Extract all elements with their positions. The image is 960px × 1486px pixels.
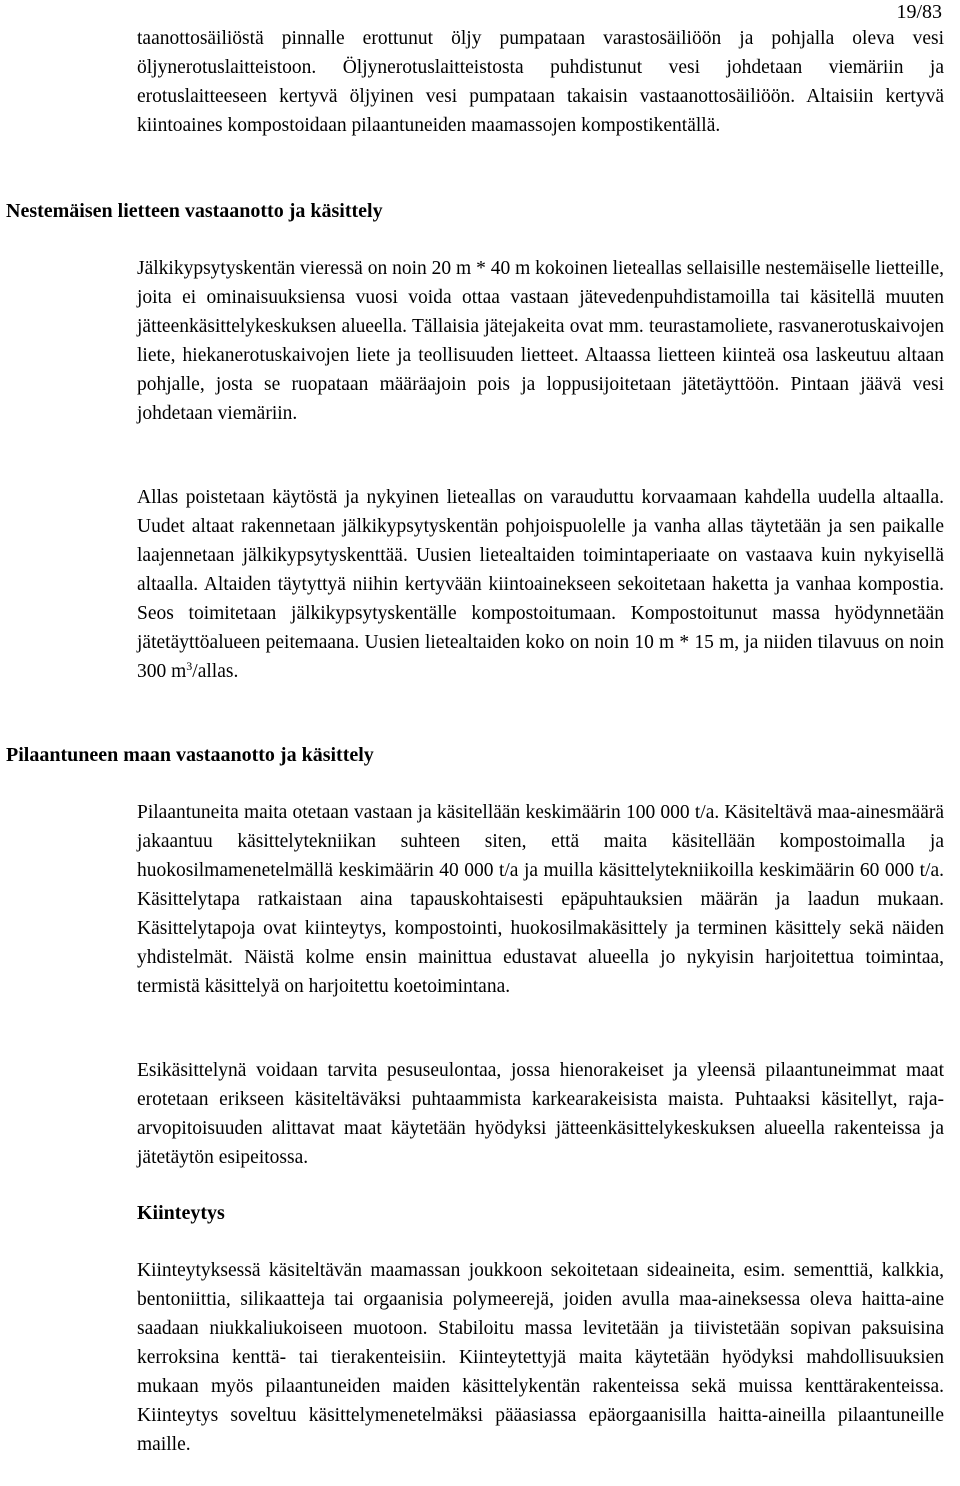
paragraph-new-basins-text: Allas poistetaan käytöstä ja nykyinen lieteallas on varauduttu korvaamaan kahdella uudella altaalla. Uudet altaat rakennetaan jälkikypsytyskentän pohjoispuolelle ja vanha allas täytetään ja sen paikalle laajennetaan jälkikypsytyskenttää. Uusien lietealtaiden toimintaperiaate on vastaava kuin nykyisellä altaalla. Altaiden täytyttyä niihin kertyvään kiintoainekseen sekoitetaan haketta ja vanhaa kompostia. Seos toimitetaan jälkikypsytyskentälle kompostoitumaan. Kompostoitunut massa hyödynnetään jätetäyttöalueen peitemaana. Uusien lietealtaiden koko on noin 10 m * 15 m, ja niiden tilavuus on noin 300 m (137, 487, 944, 682)
section-heading-contaminated-soil: Pilaantuneen maan vastaanotto ja käsittely (6, 744, 374, 766)
paragraph-sludge-basin: Jälkikypsytyskentän vieressä on noin 20 m * 40 m kokoinen lieteallas sellaisille nestemäiselle lietteille, joita ei ominaisuuksiensa vuosi voida ottaa vastaan jätevedenpuhdistamoilla tai käsitellä muuten jätteenkäsittelykeskuksen alueella. Tällaisia jätejakeita ovat mm. teurastamoliete, rasvanerotuskaivojen liete, hiekanerotuskaivojen liete ja teollisuuden lietteet. Altaassa lietteen kiinteä osa laskeutuu altaan pohjalle, josta se ruopataan määräajoin pois ja loppusijoitetaan jätetäyttöön. Pintaan jäävä vesi johdetaan viemäriin. (137, 258, 944, 424)
page-number: 19/83 (896, 1, 942, 23)
superscript-cubic: 3 (186, 659, 193, 673)
section-heading-liquid-sludge: Nestemäisen lietteen vastaanotto ja käsittely (6, 200, 383, 222)
paragraph-stabilization: Kiinteytyksessä käsiteltävän maamassan joukkoon sekoitetaan sideaineita, esim. sementtiä, kalkkia, bentoniittia, silikaatteja tai orgaanisia polymeerejä, joiden avulla maa-aineksessa oleva haitta-aine saadaan niukkaliukoiseen muotoon. Stabiloitu massa levitetään ja tiivistetään sopivan paksuisina kerroksina kenttä- tai tierakenteisiin. Kiinteytettyjä maita käytetään hyödyksi mahdollisuuksien mukaan myös pilaantuneiden maiden käsittelykentän rakenteissa sekä muissa kenttärakenteissa. Kiinteytys soveltuu käsittelymenetelmäksi pääasiassa epäorgaanisilla haitta-aineilla pilaantuneille maille. (137, 1260, 944, 1455)
paragraph-soil-treatment: Pilaantuneita maita otetaan vastaan ja käsitellään keskimäärin 100 000 t/a. Käsiteltävä maa-ainesmäärä jakaantuu käsittelytekniikan suhteen siten, että maita käsitellään kompostoimalla ja huokosilmamenetelmällä keskimäärin 40 000 t/a ja muilla käsittelytekniikoilla keskimäärin 60 000 t/a. Käsittelytapa ratkaistaan aina tapauskohtaisesti epäpuhtauksien määrän ja laadun mukaan. Käsittelytapoja ovat kiinteytys, kompostointi, huokosilmakäsittely ja terminen käsittely sekä näiden yhdistelmät. Näistä kolme ensin mainittua edustavat alueella jo nykyisin harjoitettua toimintaa, termistä käsittelyä on harjoitettu koetoimintana. (137, 802, 944, 997)
paragraph-pretreatment: Esikäsittelynä voidaan tarvita pesuseulontaa, jossa hienorakeiset ja yleensä pilaantuneimmat maat erotetaan erikseen käsiteltäväksi puhtaammista karkearakeisista maista. Puhtaaksi käsitellyt, raja-arvopitoisuuden alittavat maat käytetään hyödyksi jätteenkäsittelykeskuksen alueella rakenteissa ja jätetäytön esipeitossa. (137, 1060, 944, 1168)
paragraph-new-basins-tail: /allas. (192, 661, 239, 682)
subsection-heading-stabilization: Kiinteytys (137, 1202, 225, 1224)
intro-paragraph: taanottosäiliöstä pinnalle erottunut öljy pumpataan varastosäiliöön ja pohjalla oleva vesi öljynerotuslaitteistoon. Öljynerotuslaitteistosta puhdistunut vesi johdetaan viemäriin ja erotuslaitteeseen kertyvä öljyinen vesi pumpataan takaisin vastaanottosäiliöön. Altaisiin kertyvä kiintoaines kompostoidaan pilaantuneiden maamassojen kompostikentällä. (137, 28, 944, 136)
paragraph-new-basins (137, 483, 944, 686)
